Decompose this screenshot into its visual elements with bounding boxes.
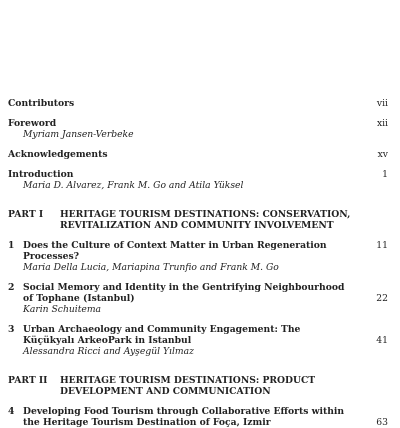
chapter-number: 1: [8, 240, 15, 251]
table-of-contents: [8, 98, 388, 428]
entry-title: Acknowledgements: [8, 149, 108, 160]
part-heading: [8, 209, 388, 231]
chapter-title: Urban Archaeology and Community Engagement: The Küçükyalı ArkeoPark in Istanbul: [23, 324, 301, 346]
entry-page: 1: [382, 169, 388, 180]
chapter-title: Does the Culture of Context Matter in Urban Regeneration Processes?: [23, 240, 327, 262]
chapter-page: 22: [376, 293, 388, 304]
toc-entry-acknowledgements[interactable]: [8, 149, 388, 160]
chapter-title: Social Memory and Identity in the Gentrifying Neighbourhood of Tophane (Istanbul): [23, 282, 345, 304]
chapter-number: 4: [8, 406, 15, 417]
chapter-number: 3: [8, 324, 15, 335]
entry-page: vii: [376, 98, 388, 109]
chapter-authors: Karin Schuitema: [23, 304, 102, 315]
chapter-page: 63: [376, 417, 388, 428]
chapter-page: 11: [376, 240, 388, 251]
toc-entry-chapter[interactable]: [8, 324, 388, 357]
toc-entry-chapter[interactable]: [8, 240, 388, 273]
toc-entry-chapter[interactable]: [8, 406, 388, 428]
toc-entry-foreword[interactable]: [8, 118, 388, 140]
chapter-authors: Maria Della Lucia, Mariapina Trunfio and Frank M. Go: [23, 262, 279, 273]
entry-title: Contributors: [8, 98, 75, 109]
entry-page: xii: [376, 118, 388, 129]
entry-authors: Maria D. Alvarez, Frank M. Go and Atila Yüksel: [23, 180, 244, 191]
entry-page: xv: [377, 149, 388, 160]
part-label: PART I: [8, 209, 44, 220]
entry-title: Introduction: [8, 169, 74, 180]
chapter-page: 41: [376, 335, 388, 346]
entry-authors: Myriam Jansen-Verbeke: [23, 129, 134, 140]
part-label: PART II: [8, 375, 48, 386]
chapter-number: 2: [8, 282, 15, 293]
part-title: HERITAGE TOURISM DESTINATIONS: PRODUCT DEVELOPMENT AND COMMUNICATION: [60, 375, 316, 397]
toc-entry-chapter[interactable]: [8, 282, 388, 315]
entry-title: Foreword: [8, 118, 57, 129]
part-heading: [8, 375, 388, 397]
toc-entry-contributors[interactable]: [8, 98, 388, 109]
chapter-authors: Alessandra Ricci and Ayşegül Yılmaz: [23, 346, 194, 357]
part-title: HERITAGE TOURISM DESTINATIONS: CONSERVATION, REVITALIZATION AND COMMUNITY INVOLVEMENT: [60, 209, 351, 231]
toc-entry-introduction[interactable]: [8, 169, 388, 191]
chapter-title: Developing Food Tourism through Collaborative Efforts within the Heritage Tourism Destination of Foça, Izmir: [23, 406, 345, 428]
